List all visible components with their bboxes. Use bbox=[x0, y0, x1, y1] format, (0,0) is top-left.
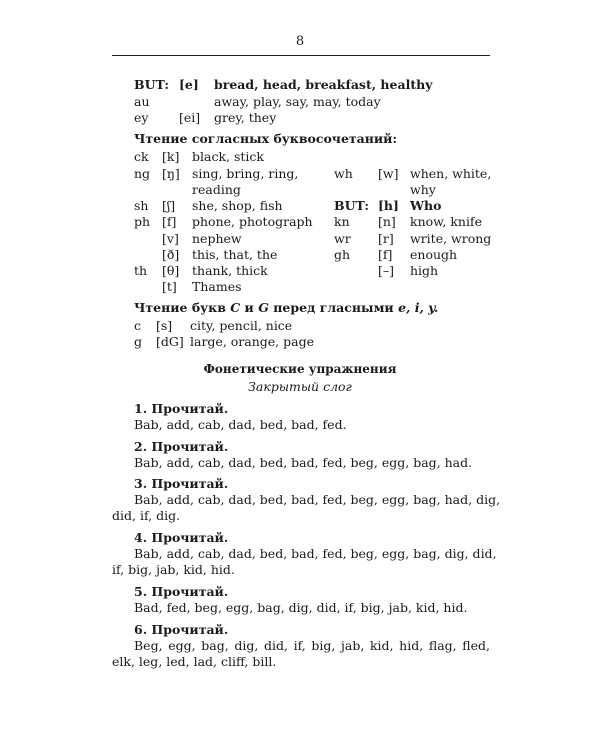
exercise-5-line-1: Bad, fed, beg, egg, bag, dig, did, if, big, jab, kid, hid. bbox=[134, 600, 468, 615]
exercise-6-line-1: Beg, egg, bag, dig, did, if, big, jab, kid, hid, flag, fled, bbox=[134, 638, 490, 653]
words: write, wrong bbox=[410, 231, 492, 246]
sound: [dG] bbox=[156, 334, 184, 349]
consonants-heading: Чтение согласных буквосочетаний: bbox=[134, 131, 398, 146]
words: enough bbox=[410, 247, 458, 262]
letters: kn bbox=[334, 214, 350, 229]
sound: [ð] bbox=[162, 247, 180, 262]
letters: ng bbox=[134, 166, 151, 181]
exercise-1-line-1: Bab, add, cab, dad, bed, bad, fed. bbox=[134, 417, 347, 432]
sound: [ei] bbox=[179, 110, 201, 125]
words: large, orange, page bbox=[190, 334, 314, 349]
letters: wr bbox=[334, 231, 351, 246]
words: black, stick bbox=[192, 149, 264, 164]
letters: c bbox=[134, 318, 142, 333]
sound: [v] bbox=[162, 231, 179, 246]
words: know, knife bbox=[410, 214, 482, 229]
words: city, pencil, nice bbox=[190, 318, 293, 333]
words: high bbox=[410, 263, 439, 278]
but-label: BUT: bbox=[334, 198, 369, 213]
letters: gh bbox=[334, 247, 351, 262]
heading-letter-g: G bbox=[258, 300, 269, 315]
sound: [ʃ] bbox=[162, 198, 176, 213]
exercise-4-title: 4. Прочитай. bbox=[134, 530, 229, 545]
heading-letter-c: C bbox=[230, 300, 241, 315]
letters: g bbox=[134, 334, 143, 349]
words: bread, head, breakfast, healthy bbox=[214, 77, 433, 92]
words: Thames bbox=[192, 279, 242, 294]
exercise-3-line-2: did, if, dig. bbox=[112, 508, 181, 523]
sound: [e] bbox=[179, 77, 199, 92]
words: she, shop, fish bbox=[192, 198, 283, 213]
sound: [θ] bbox=[162, 263, 180, 278]
words: away, play, say, may, today bbox=[214, 94, 381, 109]
letters: sh bbox=[134, 198, 149, 213]
letters: ey bbox=[134, 110, 149, 125]
letters: au bbox=[134, 94, 150, 109]
exercise-1-title: 1. Прочитай. bbox=[134, 401, 229, 416]
sound: [r] bbox=[378, 231, 394, 246]
exercise-6-title: 6. Прочитай. bbox=[134, 622, 229, 637]
sound: [s] bbox=[156, 318, 173, 333]
sound: [t] bbox=[162, 279, 177, 294]
sound: [w] bbox=[378, 166, 399, 181]
heading-part: Чтение букв bbox=[134, 300, 231, 315]
letters: wh bbox=[334, 166, 353, 181]
heading-part: и bbox=[240, 300, 259, 315]
words: sing, bring, ring, bbox=[192, 166, 299, 181]
sound: [–] bbox=[378, 263, 395, 278]
letters: th bbox=[134, 263, 148, 278]
words: grey, they bbox=[214, 110, 277, 125]
letters: ph bbox=[134, 214, 151, 229]
exercises-subtitle: Закрытый слог bbox=[248, 379, 352, 394]
words: thank, thick bbox=[192, 263, 268, 278]
exercise-3-line-1: Bab, add, cab, dad, bed, bad, fed, beg, egg, bag, had, dig, bbox=[134, 492, 501, 507]
exercise-5-title: 5. Прочитай. bbox=[134, 584, 229, 599]
page-number: 8 bbox=[295, 34, 305, 49]
words: phone, photograph bbox=[192, 214, 313, 229]
cg-heading bbox=[134, 300, 438, 315]
heading-vowels: e, i, y. bbox=[398, 300, 439, 315]
exercise-2-line-1: Bab, add, cab, dad, bed, bad, fed, beg, egg, bag, had. bbox=[134, 455, 473, 470]
heading-part: перед гласными bbox=[268, 300, 399, 315]
sound: [n] bbox=[378, 214, 396, 229]
exercise-4-line-2: if, big, jab, kid, hid. bbox=[112, 562, 235, 577]
words: reading bbox=[192, 182, 241, 197]
words: when, white, bbox=[410, 166, 492, 181]
words: nephew bbox=[192, 231, 242, 246]
exercise-3-title: 3. Прочитай. bbox=[134, 476, 229, 491]
words: why bbox=[410, 182, 436, 197]
sound: [k] bbox=[162, 149, 180, 164]
words: Who bbox=[410, 198, 442, 213]
sound: [ŋ] bbox=[162, 166, 180, 181]
exercise-2-title: 2. Прочитай. bbox=[134, 439, 229, 454]
header-rule bbox=[112, 55, 490, 56]
exercises-title: Фонетические упражнения bbox=[203, 362, 397, 376]
exercise-6-line-2: elk, leg, led, lad, cliff, bill. bbox=[112, 654, 277, 669]
sound: [f] bbox=[162, 214, 177, 229]
but-label: BUT: bbox=[134, 77, 169, 92]
sound: [f] bbox=[378, 247, 393, 262]
sound: [h] bbox=[378, 198, 399, 213]
letters: ck bbox=[134, 149, 149, 164]
exercise-4-line-1: Bab, add, cab, dad, bed, bad, fed, beg, egg, bag, dig, did, bbox=[134, 546, 497, 561]
words: this, that, the bbox=[192, 247, 278, 262]
